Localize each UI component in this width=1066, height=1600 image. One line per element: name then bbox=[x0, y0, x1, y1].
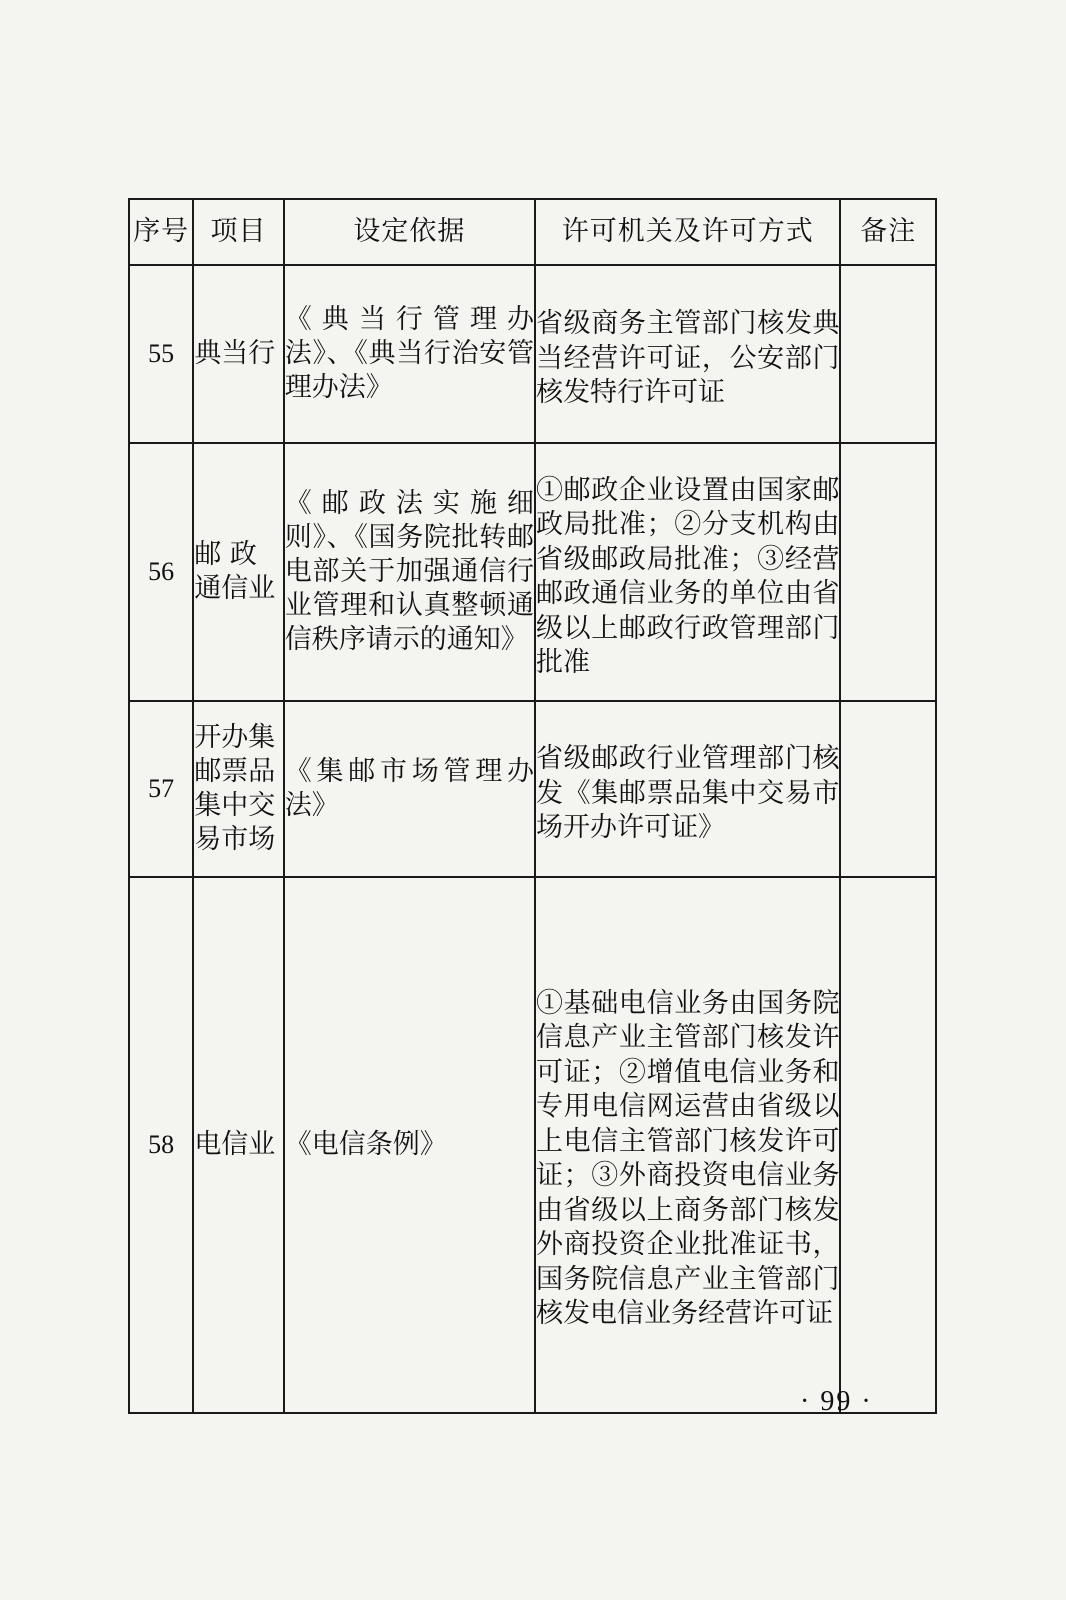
header-basis: 设定依据 bbox=[284, 199, 535, 265]
row-number: 58 bbox=[129, 877, 193, 1413]
row-number: 56 bbox=[129, 443, 193, 701]
row-basis: 《典当行管理办法》、《典当行治安管理办法》 bbox=[284, 265, 535, 443]
row-note bbox=[840, 443, 936, 701]
table-row bbox=[129, 701, 936, 877]
row-number: 57 bbox=[129, 701, 193, 877]
row-basis: 《邮政法实施细则》、《国务院批转邮电部关于加强通信行业管理和认真整顿通信秩序请示的通知》 bbox=[284, 443, 535, 701]
row-authority: 省级商务主管部门核发典当经营许可证，公安部门核发特行许可证 bbox=[535, 265, 841, 443]
row-item: 电信业 bbox=[193, 877, 283, 1413]
page-number: · 99 · bbox=[800, 1386, 873, 1417]
header-authority: 许可机关及许可方式 bbox=[535, 199, 841, 265]
row-item: 邮 政 通信业 bbox=[193, 443, 283, 701]
row-authority: ①基础电信业务由国务院信息产业主管部门核发许可证；②增值电信业务和专用电信网运营由省级以上电信主管部门核发许可证；③外商投资电信业务由省级以上商务部门核发外商投资企业批准证书，国务院信息产业主管部门核发电信业务经营许可证 bbox=[535, 877, 841, 1413]
row-note bbox=[840, 265, 936, 443]
table-header-row bbox=[129, 199, 936, 265]
row-item: 开办集邮票品集中交易市场 bbox=[193, 701, 283, 877]
table-row bbox=[129, 877, 936, 1413]
permit-table bbox=[128, 198, 937, 1414]
row-basis: 《集邮市场管理办法》 bbox=[284, 701, 535, 877]
row-note bbox=[840, 877, 936, 1413]
row-note bbox=[840, 701, 936, 877]
row-basis: 《电信条例》 bbox=[284, 877, 535, 1413]
row-authority: ①邮政企业设置由国家邮政局批准；②分支机构由省级邮政局批准；③经营邮政通信业务的单位由省级以上邮政行政管理部门批准 bbox=[535, 443, 841, 701]
header-note: 备注 bbox=[840, 199, 936, 265]
row-item: 典当行 bbox=[193, 265, 283, 443]
table-row bbox=[129, 265, 936, 443]
row-number: 55 bbox=[129, 265, 193, 443]
header-no: 序号 bbox=[129, 199, 193, 265]
table-row bbox=[129, 443, 936, 701]
row-authority: 省级邮政行业管理部门核发《集邮票品集中交易市场开办许可证》 bbox=[535, 701, 841, 877]
header-item: 项目 bbox=[193, 199, 283, 265]
